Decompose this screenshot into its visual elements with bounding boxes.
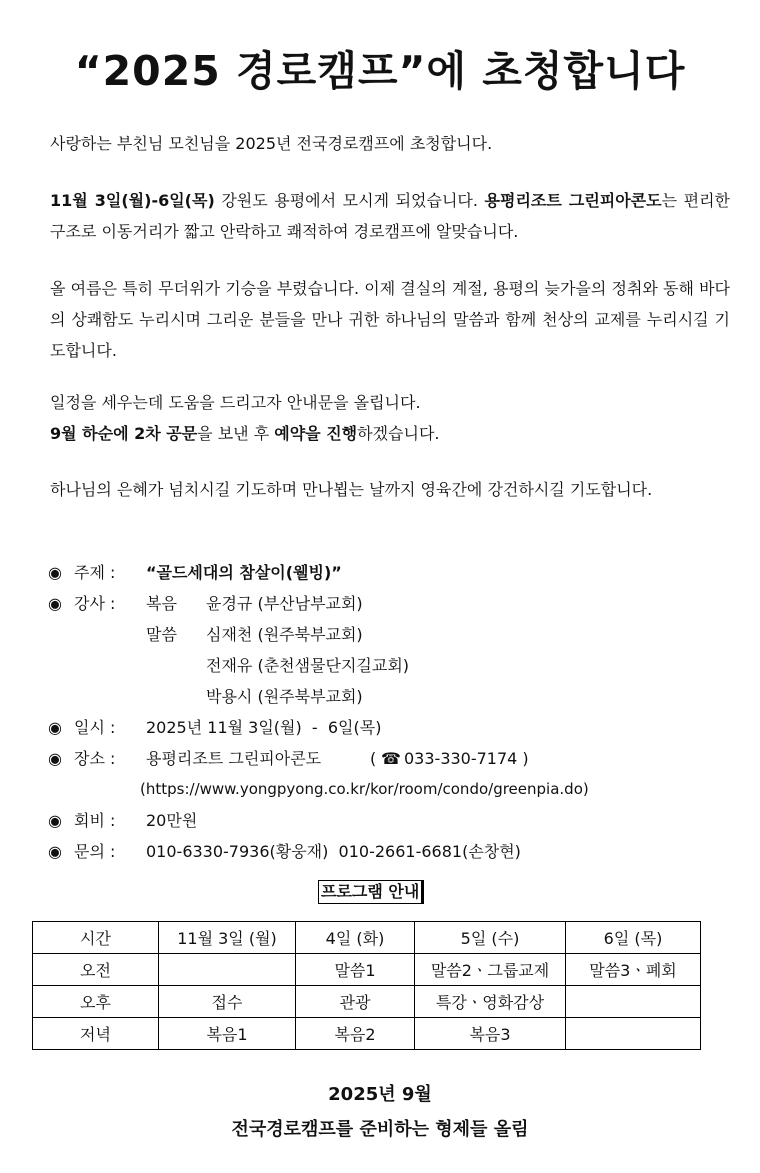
info-list bbox=[48, 557, 728, 867]
info-theme: ◉ 주제 : “골드세대의 참살이(웰빙)” bbox=[48, 557, 728, 588]
bullet-icon: ◉ bbox=[48, 842, 62, 861]
info-url bbox=[48, 774, 728, 805]
program-table bbox=[32, 921, 701, 1050]
paragraph-season: 올 여름은 특히 무더위가 기승을 부렸습니다. 이제 결실의 계절, 용평의 늦가을의 정취와 동해 바다의 상쾌함도 누리시며 그리운 분들을 만나 귀한 하나님의 말씀과 함께 천상의 교제를 누리시길 기도합니다. bbox=[50, 279, 730, 360]
paragraph-blessing: 하나님의 은혜가 넘치시길 기도하며 만나뵙는 날까지 영육간에 강건하시길 기도합니다. bbox=[50, 480, 653, 499]
bullet-icon: ◉ bbox=[48, 749, 62, 768]
venue-url: (https://www.yongpyong.co.kr/kor/room/condo/greenpia.do) bbox=[140, 780, 589, 798]
table-header-row: 시간 11월 3일 (월) 4일 (화) 5일 (수) 6일 (목) bbox=[33, 922, 701, 954]
info-fee: ◉ 회비 : 20만원 bbox=[48, 805, 728, 836]
paragraph-schedule: 11월 3일(월)-6일(목) 강원도 용평에서 모시게 되었습니다. 용평리조트 그린피아콘도는 편리한 구조로 이동거리가 짧고 안락하고 쾌적하여 경로캠프에 알맞습니다. bbox=[50, 191, 730, 241]
bullet-icon: ◉ bbox=[48, 594, 62, 613]
bullet-icon: ◉ bbox=[48, 718, 62, 737]
table-row: 저녁 복음1 복음2 복음3 bbox=[33, 1018, 701, 1050]
bold-notice: 9월 하순에 2차 공문 bbox=[50, 424, 198, 443]
page-title: “2025 경로캠프”에 초청합니다 bbox=[74, 47, 686, 95]
info-speaker: ◉ 강사 : 복음 윤경규 (부산남부교회) bbox=[48, 588, 728, 619]
info-speaker: 말씀 심재천 (원주북부교회) bbox=[146, 625, 363, 644]
footer-date: 2025년 9월 bbox=[328, 1084, 432, 1105]
info-speaker: 전재유 (춘천샘물단지길교회) bbox=[206, 656, 410, 675]
phone-icon: ☎ bbox=[381, 749, 401, 768]
info-contact: ◉ 문의 : 010-6330-7936(황웅재) 010-2661-6681(손창현) bbox=[48, 836, 728, 867]
info-date: ◉ 일시 : 2025년 11월 3일(월) - 6일(목) bbox=[48, 712, 728, 743]
table-row: 오전 말씀1 말씀2ㆍ그룹교제 말씀3ㆍ폐회 bbox=[33, 954, 701, 986]
paragraph-invitation bbox=[30, 128, 730, 159]
phone-number: 033-330-7174 ) bbox=[404, 749, 529, 768]
paragraph-notice: 일정을 세우는데 도움을 드리고자 안내문을 올립니다. 9월 하순에 2차 공문을 보낸 후 예약을 진행하겠습니다. bbox=[50, 393, 440, 443]
program-title: 프로그램 안내 bbox=[318, 880, 424, 904]
table-row: 오후 접수 관광 특강ㆍ영화감상 bbox=[33, 986, 701, 1018]
paragraph-text: 사랑하는 부친님 모친님을 2025년 전국경로캠프에 초청합니다. bbox=[50, 134, 493, 153]
bold-venue: 용평리조트 그린피아콘도 bbox=[484, 191, 662, 210]
bullet-icon: ◉ bbox=[48, 563, 62, 582]
bullet-icon: ◉ bbox=[48, 811, 62, 830]
footer-signature: 전국경로캠프를 준비하는 형제들 올림 bbox=[231, 1119, 529, 1140]
info-speaker: 박용시 (원주북부교회) bbox=[206, 687, 363, 706]
bold-date: 11월 3일(월)-6일(목) bbox=[50, 191, 215, 210]
info-place: ◉ 장소 : 용평리조트 그린피아콘도 ( ☎ 033-330-7174 ) bbox=[48, 743, 728, 774]
bold-reserve: 예약을 진행 bbox=[274, 424, 358, 443]
